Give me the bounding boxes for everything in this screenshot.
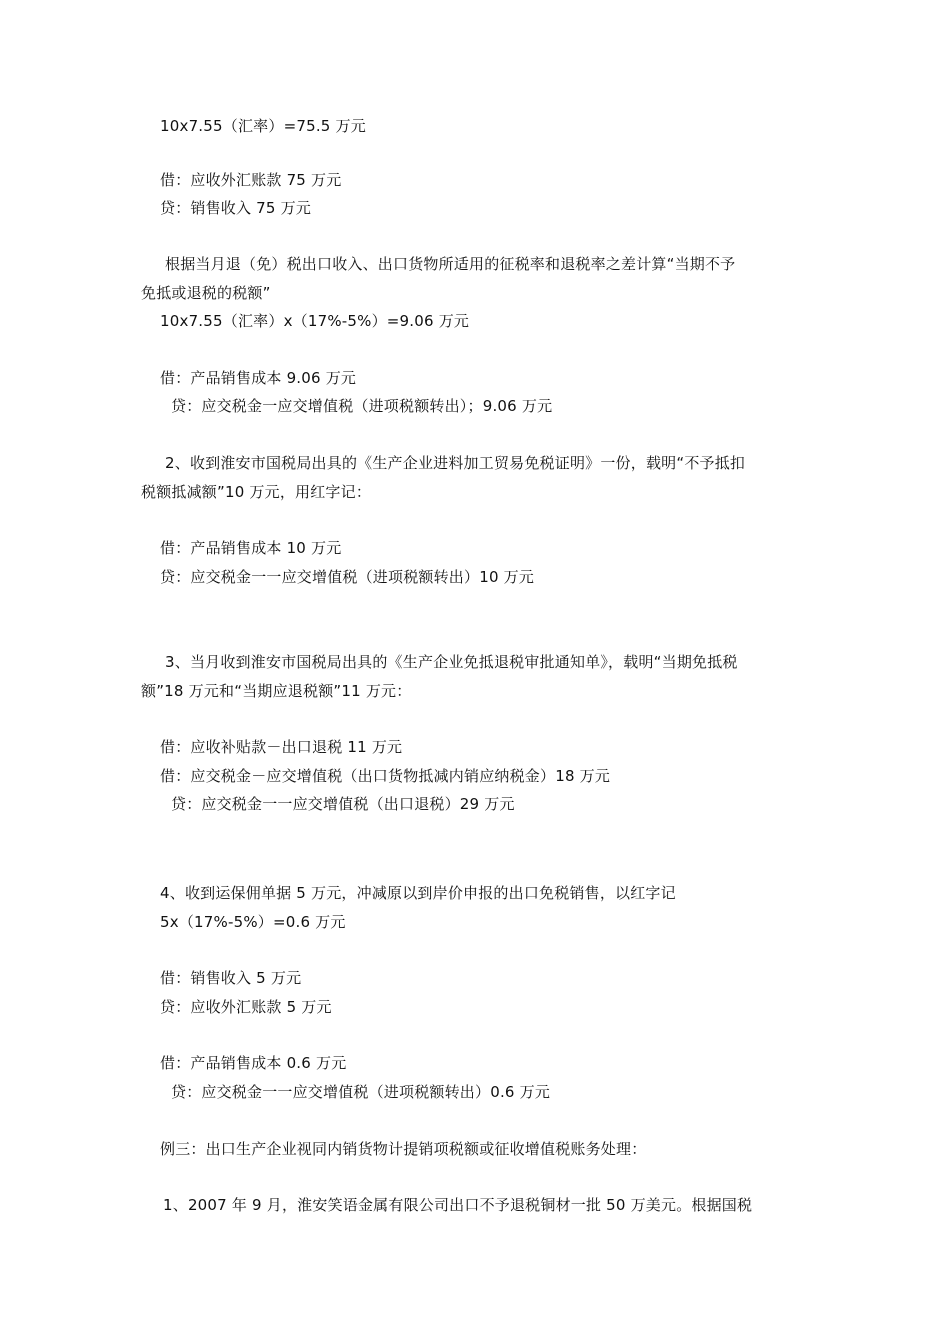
text-line: 10x7.55（汇率）=75.5 万元 [160,117,366,135]
text-line: 1、2007 年 9 月，淮安笑语金属有限公司出口不予退税铜材一批 50 万美元。根据国税 [163,1196,753,1214]
text-line: 贷：应收外汇账款 5 万元 [160,998,332,1016]
text-line: 贷：销售收入 75 万元 [160,199,312,217]
text-line: 税额抵减额”10 万元，用红字记： [141,483,372,501]
text-line: 10x7.55（汇率）x（17%-5%）=9.06 万元 [160,312,470,330]
text-line: 借：应收补贴款－出口退税 11 万元 [160,738,403,756]
text-line: 根据当月退（免）税出口收入、出口货物所适用的征税率和退税率之差计算“当期不予 [165,255,736,273]
text-line: 免抵或退税的税额” [141,284,271,302]
text-line: 额”18 万元和“当期应退税额”11 万元： [141,682,412,700]
text-line: 贷：应交税金一一应交增值税（进项税额转出）10 万元 [160,568,535,586]
text-line: 2、收到淮安市国税局出具的《生产企业进料加工贸易免税证明》一份，载明“不予抵扣 [165,454,746,472]
text-line: 借：产品销售成本 9.06 万元 [160,369,357,387]
text-line: 例三：出口生产企业视同内销货物计提销项税额或征收增值税账务处理： [160,1140,647,1158]
text-line: 贷：应交税金一应交增值税（进项税额转出）；9.06 万元 [171,397,553,415]
text-line: 5x（17%-5%）=0.6 万元 [160,913,346,931]
text-line: 3、当月收到淮安市国税局出具的《生产企业免抵退税审批通知单》，载明“当期免抵税 [165,653,738,671]
text-line: 借：应收外汇账款 75 万元 [160,171,342,189]
text-line: 贷：应交税金一一应交增值税（进项税额转出）0.6 万元 [171,1083,551,1101]
text-line: 借：应交税金－应交增值税（出口货物抵减内销应纳税金）18 万元 [160,767,611,785]
text-line: 贷：应交税金一一应交增值税（出口退税）29 万元 [171,795,515,813]
text-line: 4、收到运保佣单据 5 万元，冲减原以到岸价申报的出口免税销售，以红字记 [160,884,676,902]
text-line: 借：产品销售成本 0.6 万元 [160,1054,347,1072]
text-line: 借：销售收入 5 万元 [160,969,302,987]
text-line: 借：产品销售成本 10 万元 [160,539,342,557]
